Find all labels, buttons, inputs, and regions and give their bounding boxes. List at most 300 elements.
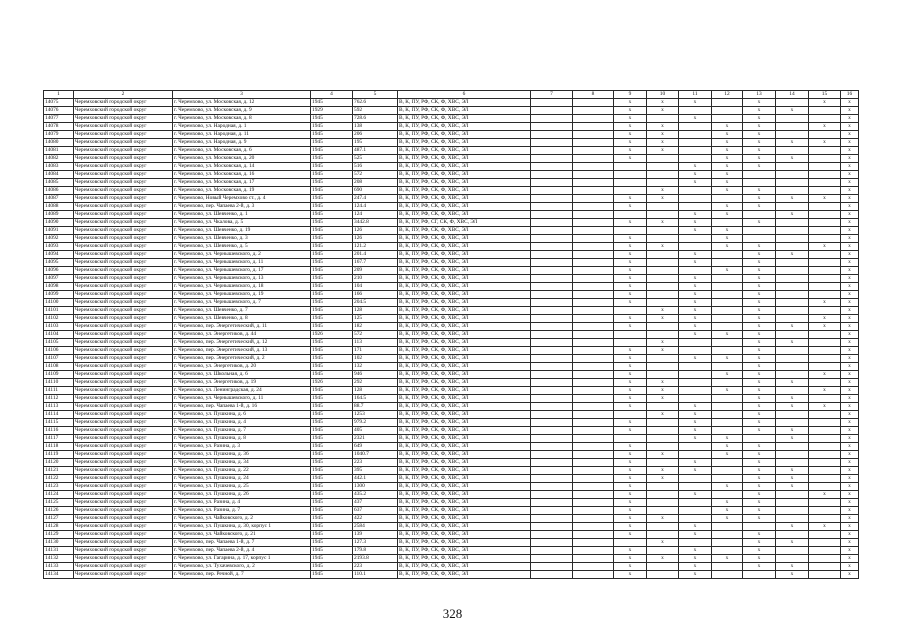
cell-address: г. Черемхово, ул. Чкалова, д. 5: [173, 219, 311, 227]
cell-col-15: [809, 203, 841, 211]
cell-year: 1945: [311, 459, 353, 467]
cell-district: Черемховский городской округ: [74, 467, 173, 475]
cell-year: 1945: [311, 99, 353, 107]
cell-year: 1945: [311, 523, 353, 531]
cell-col-12: [712, 347, 743, 355]
cell-col-14: [776, 291, 809, 299]
cell-utilities: В, К, ПУ, РФ, СК, Ф, ХВС, ЭЛ: [398, 555, 531, 563]
cell-utilities: В, К, ПУ, РФ, СК, Ф, ХВС, ЭЛ: [398, 507, 531, 515]
cell-year: 1926: [311, 331, 353, 339]
cell-col-9: x: [614, 275, 647, 283]
cell-col-9: x: [614, 363, 647, 371]
cell-district: Черемховский городской округ: [74, 555, 173, 563]
cell-col-10: x: [647, 475, 679, 483]
cell-col-12: x: [712, 443, 743, 451]
table-header: [44, 91, 859, 99]
cell-col-15: [809, 515, 841, 523]
table-row: [44, 419, 859, 427]
cell-col-10: [647, 403, 679, 411]
cell-address: г. Черемхово, ул. Ленинградская, д. 24: [173, 387, 311, 395]
cell-col-10: [647, 363, 679, 371]
cell-col-7: [531, 531, 573, 539]
table-row: [44, 491, 859, 499]
table-row: [44, 483, 859, 491]
table-row: [44, 563, 859, 571]
cell-col-8: [573, 515, 614, 523]
cell-col-13: x: [743, 115, 776, 123]
cell-col-11: [679, 155, 712, 163]
cell-col-15: [809, 547, 841, 555]
cell-col-14: x: [776, 427, 809, 435]
cell-district: Черемховский городской округ: [74, 435, 173, 443]
cell-record-id: 14109: [44, 371, 74, 379]
cell-col-14: x: [776, 539, 809, 547]
cell-col-11: x: [679, 571, 712, 579]
cell-col-8: [573, 243, 614, 251]
cell-col-8: [573, 547, 614, 555]
cell-year: 1945: [311, 259, 353, 267]
cell-record-id: 14078: [44, 123, 74, 131]
cell-area: 204.5: [353, 299, 398, 307]
cell-area: 201.4: [353, 251, 398, 259]
cell-col-10: x: [647, 107, 679, 115]
cell-area: 182: [353, 323, 398, 331]
cell-col-14: x: [776, 139, 809, 147]
cell-year: 1945: [311, 227, 353, 235]
cell-col-13: x: [743, 147, 776, 155]
cell-col-9: x: [614, 347, 647, 355]
cell-col-15: x: [809, 371, 841, 379]
table-row: [44, 379, 859, 387]
table-row: [44, 371, 859, 379]
cell-col-14: [776, 363, 809, 371]
cell-col-12: x: [712, 123, 743, 131]
cell-col-9: x: [614, 483, 647, 491]
cell-col-11: [679, 371, 712, 379]
cell-col-11: x: [679, 171, 712, 179]
cell-record-id: 14097: [44, 275, 74, 283]
cell-address: г. Черемхово, ул. Чернышевского, д. 18: [173, 283, 311, 291]
cell-col-12: [712, 491, 743, 499]
cell-area: 127.3: [353, 539, 398, 547]
cell-col-9: x: [614, 395, 647, 403]
table-row: [44, 259, 859, 267]
cell-address: г. Черемхово, пер. Чапаева 2-й, д. 3: [173, 203, 311, 211]
cell-year: 1945: [311, 347, 353, 355]
cell-col-15: x: [809, 323, 841, 331]
cell-col-13: [743, 435, 776, 443]
cell-col-9: x: [614, 147, 647, 155]
cell-col-8: [573, 315, 614, 323]
cell-col-16: x: [841, 483, 859, 491]
cell-area: 649: [353, 443, 398, 451]
cell-col-7: [531, 211, 573, 219]
cell-col-7: [531, 203, 573, 211]
cell-col-8: [573, 395, 614, 403]
cell-year: 1945: [311, 363, 353, 371]
cell-col-8: [573, 107, 614, 115]
cell-col-16: x: [841, 283, 859, 291]
cell-area: 762.6: [353, 99, 398, 107]
cell-col-13: [743, 235, 776, 243]
cell-utilities: В, К, ПУ, РФ, СК, Ф, ХВС, ЭЛ: [398, 499, 531, 507]
cell-utilities: В, К, ПУ, РФ, СК, Ф, ХВС, ЭЛ: [398, 515, 531, 523]
cell-col-10: x: [647, 515, 679, 523]
cell-col-7: [531, 259, 573, 267]
cell-record-id: 14120: [44, 459, 74, 467]
header-col-12: 12: [712, 91, 743, 99]
cell-col-12: x: [712, 147, 743, 155]
cell-col-7: [531, 147, 573, 155]
cell-col-9: x: [614, 563, 647, 571]
cell-col-7: [531, 427, 573, 435]
cell-col-11: x: [679, 323, 712, 331]
cell-area: 435.2: [353, 491, 398, 499]
cell-col-10: x: [647, 339, 679, 347]
table-row: [44, 211, 859, 219]
table-row: [44, 323, 859, 331]
cell-col-14: [776, 307, 809, 315]
cell-year: 1945: [311, 483, 353, 491]
cell-col-11: x: [679, 291, 712, 299]
cell-col-7: [531, 547, 573, 555]
cell-area: 946: [353, 371, 398, 379]
cell-area: 247.4: [353, 195, 398, 203]
cell-col-16: x: [841, 163, 859, 171]
cell-col-7: [531, 331, 573, 339]
cell-area: 395: [353, 467, 398, 475]
cell-col-8: [573, 563, 614, 571]
cell-area: 572: [353, 331, 398, 339]
cell-col-7: [531, 115, 573, 123]
cell-utilities: В, К, ПУ, РФ, СК, Ф, ХВС, ЭЛ: [398, 211, 531, 219]
cell-year: 1945: [311, 155, 353, 163]
cell-col-10: x: [647, 411, 679, 419]
table-row: [44, 307, 859, 315]
cell-utilities: В, К, ПУ, РФ, СК, Ф, ХВС, ЭЛ: [398, 179, 531, 187]
cell-area: 223: [353, 563, 398, 571]
cell-area: 979.2: [353, 419, 398, 427]
cell-col-8: [573, 235, 614, 243]
cell-col-11: x: [679, 427, 712, 435]
cell-address: г. Черемхово, ул. Гагарина, д. 17, корпус 1: [173, 555, 311, 563]
cell-year: 1945: [311, 307, 353, 315]
cell-col-11: x: [679, 259, 712, 267]
cell-col-11: x: [679, 555, 712, 563]
cell-col-10: x: [647, 131, 679, 139]
cell-col-14: [776, 459, 809, 467]
cell-col-10: x: [647, 195, 679, 203]
cell-col-9: x: [614, 299, 647, 307]
cell-year: 1945: [311, 499, 353, 507]
cell-col-14: [776, 163, 809, 171]
cell-col-13: x: [743, 411, 776, 419]
cell-col-14: [776, 259, 809, 267]
cell-col-9: [614, 331, 647, 339]
cell-address: г. Черемхово, ул. Чернышевского, д. 17: [173, 267, 311, 275]
table-row: [44, 195, 859, 203]
cell-col-13: x: [743, 443, 776, 451]
table-row: [44, 571, 859, 579]
cell-col-16: x: [841, 259, 859, 267]
cell-col-10: [647, 299, 679, 307]
cell-record-id: 14110: [44, 379, 74, 387]
table-row: [44, 243, 859, 251]
cell-area: 1300: [353, 483, 398, 491]
header-col-4: 4: [311, 91, 353, 99]
cell-address: г. Черемхово, ул. Пушкина, д. 22: [173, 467, 311, 475]
cell-col-15: [809, 539, 841, 547]
cell-col-12: x: [712, 435, 743, 443]
cell-col-13: x: [743, 203, 776, 211]
cell-col-8: [573, 299, 614, 307]
table-body: [44, 99, 859, 579]
cell-col-10: [647, 171, 679, 179]
cell-col-10: [647, 443, 679, 451]
cell-col-11: [679, 499, 712, 507]
cell-year: 1945: [311, 547, 353, 555]
cell-district: Черемховский городской округ: [74, 267, 173, 275]
cell-col-8: [573, 387, 614, 395]
cell-col-8: [573, 379, 614, 387]
cell-col-13: x: [743, 363, 776, 371]
cell-col-16: x: [841, 307, 859, 315]
cell-col-7: [531, 403, 573, 411]
cell-col-9: x: [614, 219, 647, 227]
cell-address: г. Черемхово, пер. Чапаева 2-й, д. 4: [173, 547, 311, 555]
cell-district: Черемховский городской округ: [74, 131, 173, 139]
cell-district: Черемховский городской округ: [74, 195, 173, 203]
table-row: [44, 299, 859, 307]
cell-col-10: [647, 227, 679, 235]
cell-col-13: x: [743, 339, 776, 347]
cell-col-8: [573, 459, 614, 467]
cell-col-7: [531, 419, 573, 427]
cell-area: 728.6: [353, 115, 398, 123]
cell-col-12: [712, 563, 743, 571]
table-row: [44, 347, 859, 355]
cell-col-16: x: [841, 531, 859, 539]
cell-col-8: [573, 219, 614, 227]
cell-col-14: [776, 419, 809, 427]
cell-col-14: x: [776, 379, 809, 387]
cell-area: 139: [353, 531, 398, 539]
header-col-5: 5: [353, 91, 398, 99]
cell-col-15: [809, 483, 841, 491]
cell-col-14: [776, 507, 809, 515]
cell-col-13: x: [743, 395, 776, 403]
cell-district: Черемховский городской округ: [74, 419, 173, 427]
cell-col-16: x: [841, 195, 859, 203]
cell-district: Черемховский городской округ: [74, 539, 173, 547]
cell-utilities: В, К, ПУ, РФ, СК, Ф, ХВС, ЭЛ: [398, 171, 531, 179]
cell-district: Черемховский городской округ: [74, 99, 173, 107]
cell-col-9: [614, 179, 647, 187]
cell-col-16: x: [841, 171, 859, 179]
cell-col-15: [809, 435, 841, 443]
cell-record-id: 14103: [44, 323, 74, 331]
cell-col-10: x: [647, 347, 679, 355]
cell-col-10: [647, 115, 679, 123]
cell-record-id: 14100: [44, 299, 74, 307]
cell-col-16: x: [841, 387, 859, 395]
cell-col-12: x: [712, 131, 743, 139]
cell-col-16: x: [841, 251, 859, 259]
cell-col-15: [809, 251, 841, 259]
cell-col-13: x: [743, 563, 776, 571]
cell-district: Черемховский городской округ: [74, 403, 173, 411]
cell-utilities: В, К, ПУ, РФ, СК, Ф, ХВС, ЭЛ: [398, 339, 531, 347]
cell-col-14: [776, 515, 809, 523]
cell-record-id: 14119: [44, 451, 74, 459]
cell-col-13: x: [743, 291, 776, 299]
cell-district: Черемховский городской округ: [74, 155, 173, 163]
cell-col-12: [712, 195, 743, 203]
cell-col-11: [679, 107, 712, 115]
cell-col-15: [809, 499, 841, 507]
cell-col-16: x: [841, 475, 859, 483]
cell-col-12: x: [712, 267, 743, 275]
table-row: [44, 339, 859, 347]
cell-col-7: [531, 387, 573, 395]
table-row: [44, 147, 859, 155]
cell-address: г. Черемхово, ул. Шевченко, д. 19: [173, 227, 311, 235]
cell-col-12: [712, 571, 743, 579]
cell-col-11: [679, 443, 712, 451]
cell-area: 442.1: [353, 475, 398, 483]
table-row: [44, 523, 859, 531]
cell-record-id: 14083: [44, 163, 74, 171]
cell-col-10: [647, 531, 679, 539]
cell-col-10: x: [647, 219, 679, 227]
cell-col-15: [809, 267, 841, 275]
table-row: [44, 99, 859, 107]
cell-col-16: x: [841, 411, 859, 419]
cell-address: г. Черемхово, ул. Московская, д. 20: [173, 155, 311, 163]
table-row: [44, 387, 859, 395]
cell-col-12: x: [712, 187, 743, 195]
cell-col-10: x: [647, 315, 679, 323]
cell-col-10: x: [647, 139, 679, 147]
cell-col-12: x: [712, 179, 743, 187]
cell-col-13: x: [743, 483, 776, 491]
cell-col-9: x: [614, 195, 647, 203]
cell-col-15: [809, 443, 841, 451]
cell-col-15: [809, 427, 841, 435]
cell-area: 104: [353, 283, 398, 291]
cell-utilities: В, К, ПУ, РФ, СК, Ф, ХВС, ЭЛ: [398, 483, 531, 491]
cell-year: 1945: [311, 467, 353, 475]
cell-col-15: [809, 307, 841, 315]
cell-col-12: x: [712, 163, 743, 171]
cell-col-7: [531, 483, 573, 491]
cell-col-8: [573, 203, 614, 211]
cell-col-12: x: [712, 355, 743, 363]
cell-record-id: 14098: [44, 283, 74, 291]
cell-address: г. Черемхово, ул. Шевченко, д. 3: [173, 235, 311, 243]
cell-address: г. Черемхово, ул. Пушкина, д. 34: [173, 459, 311, 467]
cell-col-12: x: [712, 515, 743, 523]
cell-col-10: x: [647, 379, 679, 387]
cell-col-12: [712, 299, 743, 307]
cell-col-10: [647, 203, 679, 211]
cell-col-15: x: [809, 523, 841, 531]
cell-col-14: x: [776, 483, 809, 491]
cell-col-8: [573, 307, 614, 315]
cell-col-16: x: [841, 363, 859, 371]
cell-district: Черемховский городской округ: [74, 547, 173, 555]
cell-col-10: [647, 371, 679, 379]
table-row: [44, 123, 859, 131]
cell-col-11: [679, 363, 712, 371]
cell-col-11: [679, 347, 712, 355]
cell-col-14: [776, 355, 809, 363]
cell-utilities: В, К, ПУ, РФ, СК, Ф, ХВС, ЭЛ: [398, 131, 531, 139]
cell-col-16: x: [841, 395, 859, 403]
cell-col-16: x: [841, 403, 859, 411]
cell-col-13: x: [743, 347, 776, 355]
cell-record-id: 14127: [44, 515, 74, 523]
cell-col-14: [776, 299, 809, 307]
cell-col-16: x: [841, 499, 859, 507]
cell-col-9: [614, 307, 647, 315]
cell-utilities: В, К, ПУ, РФ, СК, Ф, ХВС, ЭЛ: [398, 371, 531, 379]
cell-col-10: [647, 211, 679, 219]
cell-address: г. Черемхово, ул. Чернышевского, д. 19: [173, 291, 311, 299]
cell-address: г. Черемхово, ул. Московская, д. 19: [173, 187, 311, 195]
cell-col-10: [647, 275, 679, 283]
cell-col-9: x: [614, 323, 647, 331]
cell-area: 209: [353, 267, 398, 275]
cell-col-15: x: [809, 403, 841, 411]
cell-district: Черемховский городской округ: [74, 363, 173, 371]
cell-utilities: В, К, ПУ, РФ, СК, Ф, ХВС, ЭЛ: [398, 195, 531, 203]
cell-year: 1945: [311, 555, 353, 563]
cell-district: Черемховский городской округ: [74, 147, 173, 155]
table-row: [44, 171, 859, 179]
cell-col-9: x: [614, 451, 647, 459]
cell-district: Черемховский городской округ: [74, 107, 173, 115]
cell-col-9: x: [614, 283, 647, 291]
cell-col-11: [679, 147, 712, 155]
cell-col-12: x: [712, 203, 743, 211]
cell-col-9: x: [614, 499, 647, 507]
cell-col-9: x: [614, 459, 647, 467]
cell-address: г. Черемхово, ул. Шевченко, д. 7: [173, 307, 311, 315]
cell-col-7: [531, 283, 573, 291]
cell-col-13: x: [743, 187, 776, 195]
cell-col-14: [776, 283, 809, 291]
cell-col-12: [712, 411, 743, 419]
cell-col-16: x: [841, 227, 859, 235]
cell-col-13: x: [743, 267, 776, 275]
header-row: [44, 91, 859, 99]
cell-col-16: x: [841, 467, 859, 475]
cell-col-10: x: [647, 451, 679, 459]
cell-address: г. Черемхово, ул. Чернышевского, д. 11: [173, 259, 311, 267]
cell-col-14: x: [776, 395, 809, 403]
cell-col-9: x: [614, 403, 647, 411]
cell-year: 1945: [311, 387, 353, 395]
cell-district: Черемховский городской округ: [74, 571, 173, 579]
header-col-6: 6: [398, 91, 531, 99]
cell-record-id: 14118: [44, 443, 74, 451]
table-row: [44, 427, 859, 435]
cell-col-16: x: [841, 243, 859, 251]
header-col-3: 3: [173, 91, 311, 99]
cell-col-7: [531, 363, 573, 371]
table-row: [44, 531, 859, 539]
